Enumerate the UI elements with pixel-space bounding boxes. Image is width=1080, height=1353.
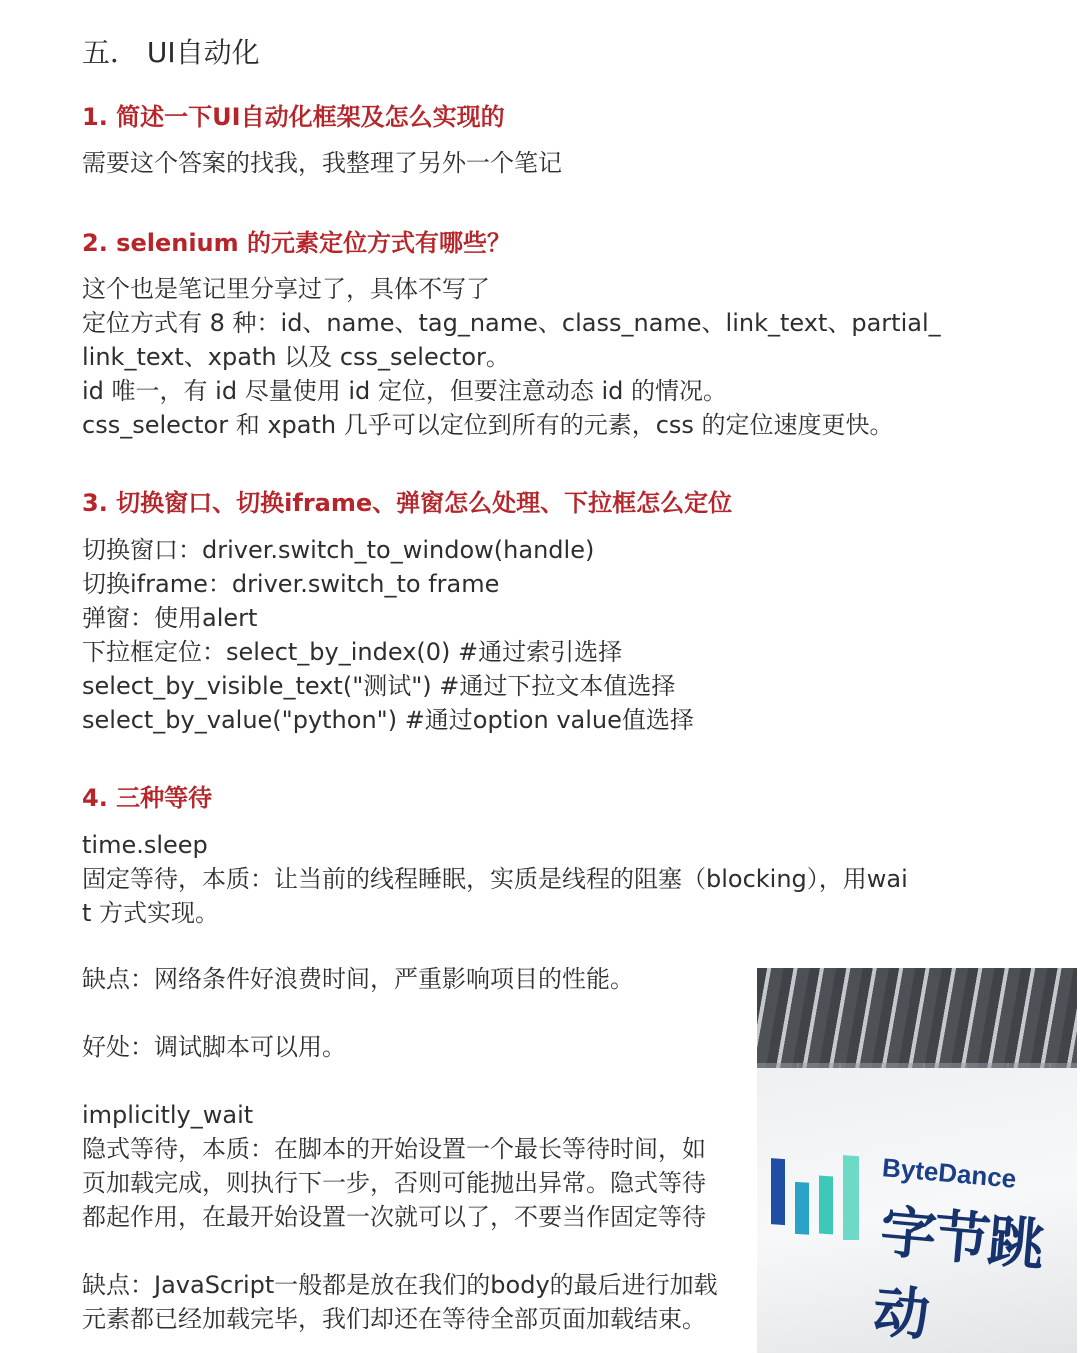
section-1-heading: 1. 简述一下UI自动化框架及怎么实现的 xyxy=(82,103,505,131)
section-3-line: select_by_visible_text("测试") #通过下拉文本值选择 xyxy=(82,672,676,700)
section-4-heading: 4. 三种等待 xyxy=(82,784,213,812)
section-4-line: 都起作用，在最开始设置一次就可以了，不要当作固定等待 xyxy=(82,1203,706,1231)
section-2-line: id 唯一，有 id 尽量使用 id 定位，但要注意动态 id 的情况。 xyxy=(82,377,728,405)
section-2-line: link_text、xpath 以及 css_selector。 xyxy=(82,343,510,371)
page-title: 五． UI自动化 xyxy=(82,36,260,69)
section-4-line: 固定等待，本质：让当前的线程睡眠，实质是线程的阻塞（blocking），用wai xyxy=(82,865,908,893)
section-2-line: css_selector 和 xpath 几乎可以定位到所有的元素，css 的定位速度更快。 xyxy=(82,411,894,439)
logo-text-en: ByteDance xyxy=(880,1152,1018,1194)
section-1-text: 需要这个答案的找我，我整理了另外一个笔记 xyxy=(82,149,562,177)
section-3-line: select_by_value("python") #通过option value值选择 xyxy=(82,706,694,734)
section-4-line: 元素都已经加载完毕，我们却还在等待全部页面加载结束。 xyxy=(82,1305,706,1333)
section-3-line: 下拉框定位：select_by_index(0) #通过索引选择 xyxy=(82,638,623,666)
logo-text-cn: 字节跳动 xyxy=(870,1199,1045,1349)
section-3-line: 切换窗口：driver.switch_to_window(handle) xyxy=(82,536,595,564)
bytedance-logo-icon xyxy=(769,1150,869,1240)
section-4-line: time.sleep xyxy=(82,831,208,859)
section-4-line: 缺点：网络条件好浪费时间，严重影响项目的性能。 xyxy=(82,965,634,993)
section-3-line: 切换iframe：driver.switch_to frame xyxy=(82,570,500,598)
section-2-heading: 2. selenium 的元素定位方式有哪些？ xyxy=(82,229,511,257)
section-4-line: 页加载完成，则执行下一步，否则可能抛出异常。隐式等待 xyxy=(82,1169,706,1197)
section-4-line: 缺点：JavaScript一般都是放在我们的body的最后进行加载 xyxy=(82,1271,718,1299)
section-2-line: 这个也是笔记里分享过了，具体不写了 xyxy=(82,275,490,303)
section-3-line: 弹窗：使用alert xyxy=(82,604,258,632)
section-4-line: 好处：调试脚本可以用。 xyxy=(82,1033,346,1061)
bytedance-office-photo xyxy=(757,968,1077,1353)
section-4-line: implicitly_wait xyxy=(82,1101,254,1129)
section-4-line: t 方式实现。 xyxy=(82,899,220,927)
section-2-line: 定位方式有 8 种：id、name、tag_name、class_name、link_text、partial_ xyxy=(82,309,941,337)
section-4-line: 隐式等待，本质：在脚本的开始设置一个最长等待时间，如 xyxy=(82,1135,706,1163)
section-3-heading: 3. 切换窗口、切换iframe、弹窗怎么处理、下拉框怎么定位 xyxy=(82,489,733,517)
